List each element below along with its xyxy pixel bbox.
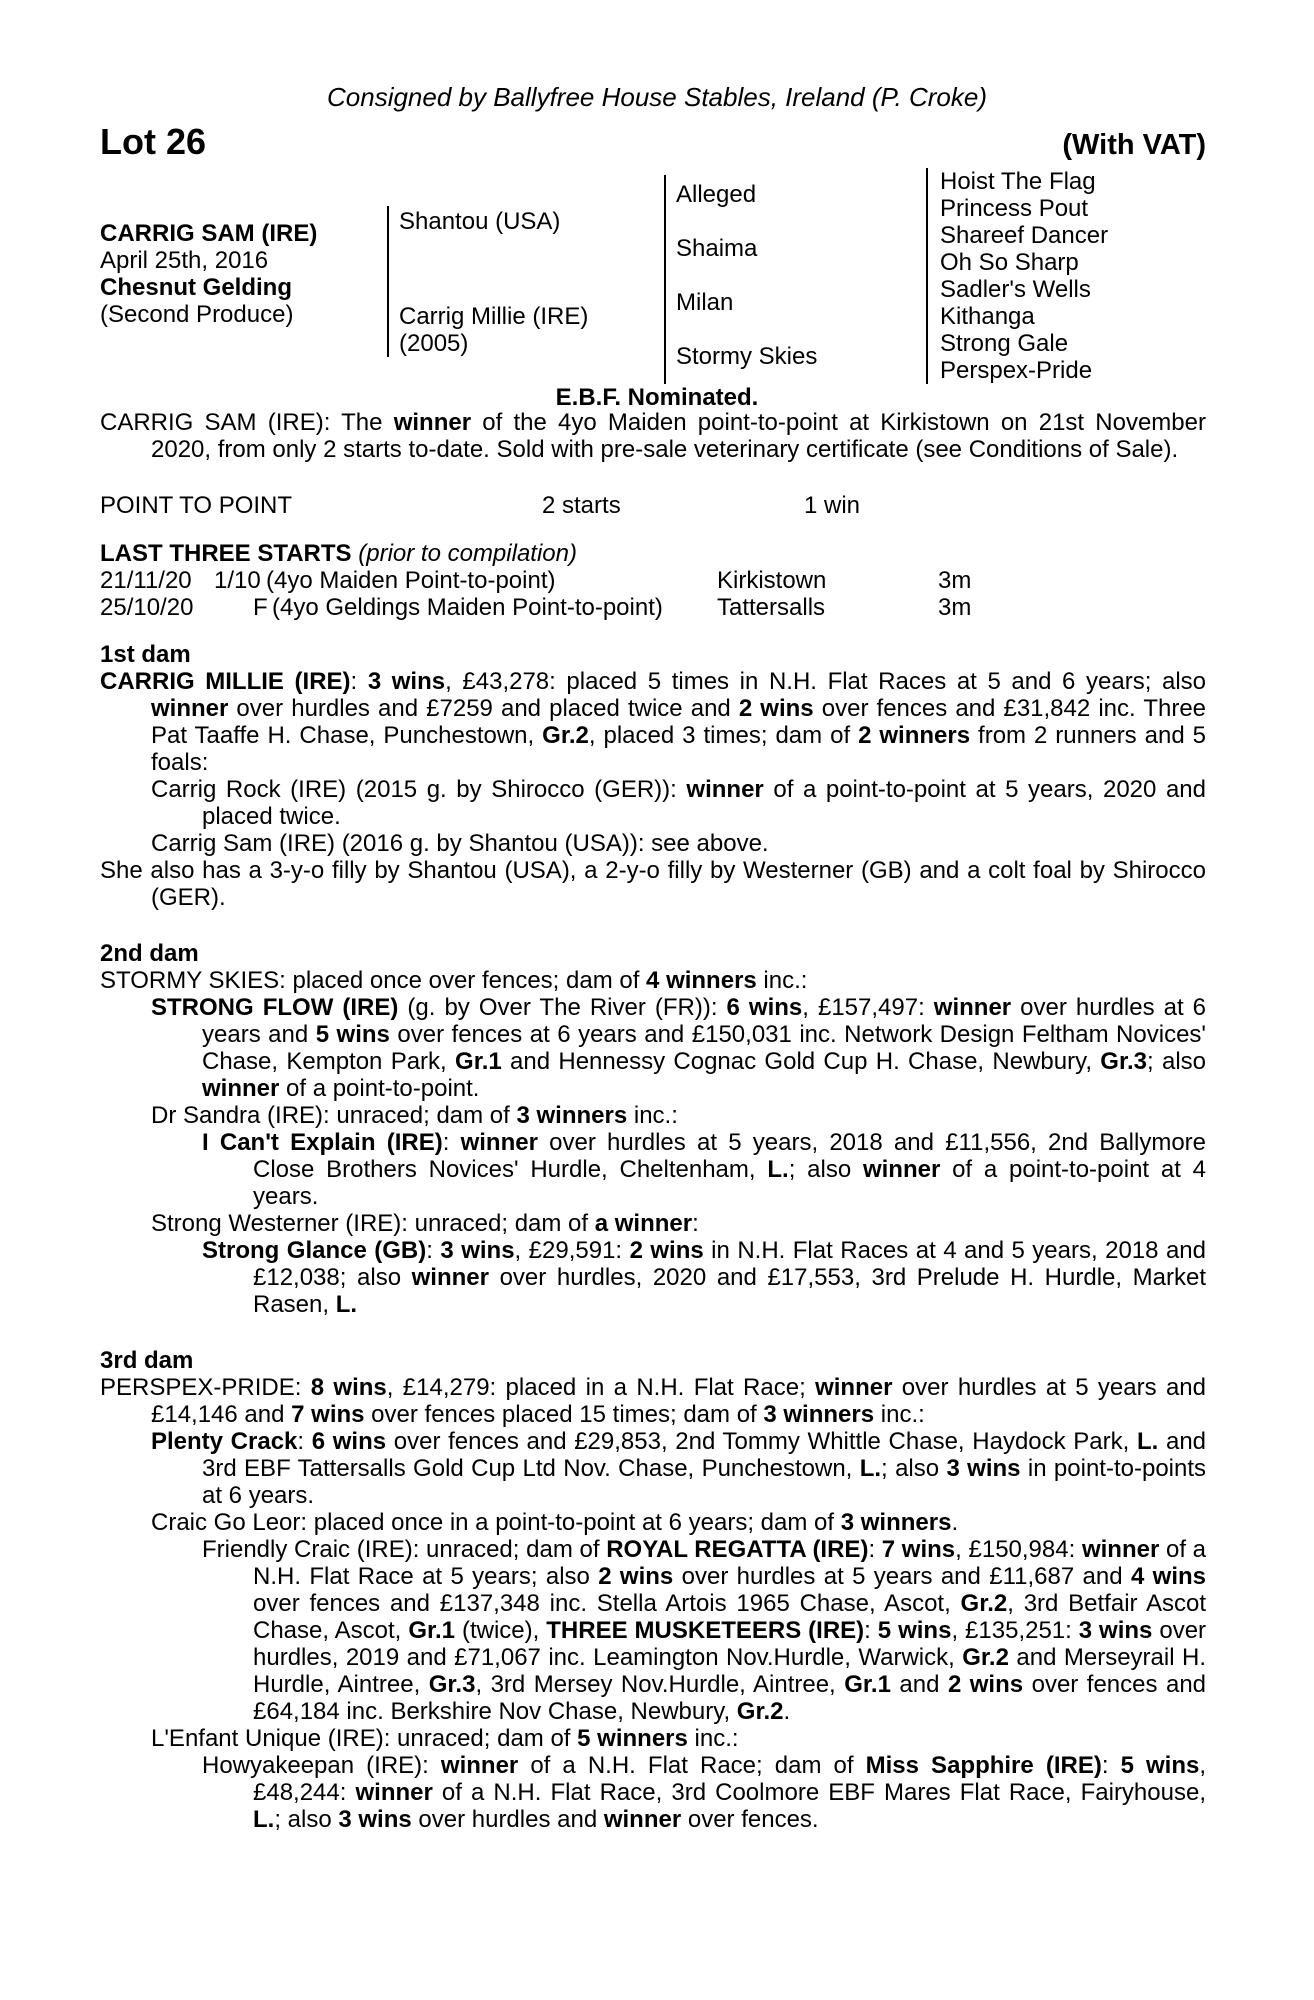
text-run: ; also <box>788 1156 863 1183</box>
record-starts: 2 starts <box>542 492 621 519</box>
text-run: over fences and £64,184 inc. Berkshire Nov Chase, Newbury, <box>253 1671 1207 1725</box>
bold-run: 2 winners <box>858 722 971 749</box>
bold-run: 3 wins <box>367 668 446 695</box>
text-run: over hurdles, 2020 and £17,553, 3rd Prelude H. Hurdle, Market Rasen, <box>253 1264 1206 1318</box>
bold-run: 5 winners <box>577 1725 688 1752</box>
text-run: , £43,278: placed 5 times in N.H. Flat Races at 5 and 6 years; also <box>445 668 1207 695</box>
text-run: , 3rd Betfair Ascot Chase, Ascot, <box>253 1590 1207 1644</box>
lot-number: Lot 26 <box>100 121 207 162</box>
bold-run: Gr.2 <box>960 1590 1008 1617</box>
bold-run: winner <box>686 776 764 803</box>
text-run: Strong Westerner (IRE): unraced; dam of <box>151 1210 595 1237</box>
text-run: CARRIG SAM (IRE): The <box>100 409 394 436</box>
text-run: : <box>1101 1752 1121 1779</box>
text-run: over hurdles at 5 years and £11,687 and <box>673 1563 1131 1590</box>
text-run: in N.H. Flat Races at 4 and 5 years, 2018 and £12,038; also <box>253 1237 1207 1291</box>
text-run: and <box>890 1671 948 1698</box>
dam-year: (2005) <box>399 330 469 357</box>
text-run: , 3rd Mersey Nov.Hurdle, Aintree, <box>475 1671 845 1698</box>
text-run: Craic Go Leor: placed once in a point-to-point at 6 years; dam of <box>151 1509 841 1536</box>
bold-run: Gr.2 <box>962 1644 1009 1671</box>
start-result: F <box>253 594 268 621</box>
text-run: : <box>297 1428 312 1455</box>
text-run: ; also <box>881 1455 947 1482</box>
text-run: : <box>350 668 368 695</box>
text-run: (twice), <box>455 1617 547 1644</box>
produce-entry <box>100 830 1206 857</box>
text-run: PERSPEX-PRIDE: <box>100 1374 311 1401</box>
text-run: ; also <box>274 1806 339 1833</box>
produce-entry <box>100 994 1206 1102</box>
produce-entry <box>100 1752 1206 1833</box>
produce-entry <box>100 1536 1206 1725</box>
bold-run: 3 winners <box>763 1401 875 1428</box>
bold-run: winner <box>151 695 229 722</box>
produce-entry <box>100 668 1206 776</box>
horse-sex: Chesnut Gelding <box>100 274 292 301</box>
bold-run: 7 wins <box>291 1401 365 1428</box>
bold-run: winner <box>460 1129 538 1156</box>
dam-sections <box>100 641 1206 1833</box>
text-run: . <box>951 1509 959 1536</box>
text-run: , £14,279: placed in a N.H. Flat Race; <box>386 1374 816 1401</box>
record-label: POINT TO POINT <box>100 492 293 519</box>
text-run: , £48,244: <box>253 1752 1206 1806</box>
start-date: 21/11/20 <box>100 567 192 594</box>
produce-note: (Second Produce) <box>100 301 294 328</box>
bold-run: Gr.1 <box>408 1617 456 1644</box>
produce-entry <box>100 967 1206 994</box>
start-result: 1/10 <box>214 567 261 594</box>
bold-run: 5 wins <box>315 1021 390 1048</box>
ancestor: Strong Gale <box>940 330 1069 357</box>
produce-entry <box>100 1428 1206 1509</box>
granddam: Stormy Skies <box>676 343 818 370</box>
text-run: Carrig Sam (IRE) (2016 g. by Shantou (USA)): see above. <box>151 830 769 857</box>
text-run: of the 4yo Maiden point-to-point at Kirkistown on 21st November 2020, from only 2 starts to-date. Sold with pre-sale veterinary certificate (see Conditions of Sale). <box>151 409 1206 463</box>
text-run: over fences and £31,842 inc. Three Pat Taaffe H. Chase, Punchestown, <box>151 695 1207 749</box>
bold-run: CARRIG MILLIE (IRE) <box>100 668 351 695</box>
narrative <box>100 409 1206 463</box>
ancestor: Princess Pout <box>940 195 1089 222</box>
bold-run: winner <box>1081 1536 1160 1563</box>
text-run: She also has a 3-y-o filly by Shantou (USA), a 2-y-o filly by Westerner (GB) and a colt foal by Shirocco (GER). <box>100 857 1206 911</box>
produce-entry <box>100 1210 1206 1237</box>
text-run: from 2 runners and 5 foals: <box>151 722 1206 776</box>
text-run: and 3rd EBF Tattersalls Gold Cup Ltd Nov. Chase, Punchestown, <box>202 1428 1207 1482</box>
bold-run: Gr.1 <box>455 1048 502 1075</box>
text-run: . <box>783 1698 791 1725</box>
catalogue-body <box>100 409 1206 1833</box>
bold-run: winner <box>393 409 472 436</box>
grandsire: Alleged <box>676 181 757 208</box>
bold-run: ROYAL REGATTA (IRE) <box>606 1536 869 1563</box>
bold-run: 2 wins <box>598 1563 674 1590</box>
bold-run: L. <box>859 1455 882 1482</box>
bold-run: 7 wins <box>881 1536 956 1563</box>
bold-run: 3 wins <box>946 1455 1021 1482</box>
bold-run: 4 wins <box>1130 1563 1206 1590</box>
dam: Carrig Millie (IRE) <box>399 303 589 330</box>
text-run: over hurdles at 5 years, 2018 and £11,556, 2nd Ballymore Close Brothers Novices' Hurdle, Cheltenham, <box>253 1129 1207 1183</box>
text-run: of a N.H. Flat Race; dam of <box>518 1752 866 1779</box>
text-run: over fences placed 15 times; dam of <box>364 1401 764 1428</box>
grandsire: Milan <box>676 289 734 316</box>
text-run: Dr Sandra (IRE): unraced; dam of <box>151 1102 517 1129</box>
text-run: Carrig Rock (IRE) (2015 g. by Shirocco (GER)): <box>151 776 687 803</box>
dam-heading: 2nd dam <box>100 940 199 967</box>
dam-section <box>100 1347 1206 1833</box>
bold-run: winner <box>202 1075 280 1102</box>
start-distance: 3m <box>938 567 972 594</box>
text-run: inc.: <box>874 1401 925 1428</box>
bold-run: I Can't Explain (IRE) <box>202 1129 443 1156</box>
bold-run: L. <box>1136 1428 1159 1455</box>
granddam: Shaima <box>676 235 758 262</box>
text-run: of a N.H. Flat Race at 5 years; also <box>253 1536 1207 1590</box>
start-race: (4yo Maiden Point-to-point) <box>266 567 556 594</box>
bold-run: 5 wins <box>877 1617 952 1644</box>
dam-heading: 1st dam <box>100 641 191 668</box>
dam-section <box>100 641 1206 911</box>
start-venue: Tattersalls <box>717 594 826 621</box>
text-run: over hurdles, 2019 and £71,067 inc. Leamington Nov.Hurdle, Warwick, <box>253 1617 1207 1671</box>
ebf-nominated: E.B.F. Nominated. <box>555 384 759 411</box>
dam-section <box>100 940 1206 1318</box>
bold-run: winner <box>933 994 1012 1021</box>
bold-run: Strong Glance (GB) <box>202 1237 427 1264</box>
bold-run: Gr.3 <box>428 1671 476 1698</box>
last-starts-note: (prior to compilation) <box>358 540 577 567</box>
text-run: over hurdles and £7259 and placed twice and <box>228 695 739 722</box>
bold-run: 6 wins <box>311 1428 387 1455</box>
text-run: , £135,251: <box>951 1617 1079 1644</box>
pedigree-divider <box>926 168 928 384</box>
text-run: over hurdles at 6 years and <box>202 994 1207 1048</box>
text-run: (g. by Over The River (FR)): <box>398 994 727 1021</box>
bold-run: Gr.2 <box>542 722 589 749</box>
bold-run: STRONG FLOW (IRE) <box>151 994 399 1021</box>
ancestor: Shareef Dancer <box>940 222 1109 249</box>
bold-run: Gr.2 <box>736 1698 784 1725</box>
horse-name: CARRIG SAM (IRE) <box>100 220 318 247</box>
bold-run: winner <box>603 1806 682 1833</box>
ancestor: Hoist The Flag <box>940 168 1096 195</box>
sire: Shantou (USA) <box>399 208 561 235</box>
bold-run: 6 wins <box>726 994 803 1021</box>
bold-run: winner <box>862 1156 941 1183</box>
produce-entry <box>100 1129 1206 1210</box>
text-run: : <box>692 1210 699 1237</box>
text-run: Howyakeepan (IRE): <box>202 1752 441 1779</box>
text-run: inc.: <box>627 1102 678 1129</box>
text-run: , £157,497: <box>802 994 934 1021</box>
text-run: over fences and £29,853, 2nd Tommy Whittle Chase, Haydock Park, <box>386 1428 1137 1455</box>
bold-run: 8 wins <box>310 1374 387 1401</box>
text-run: Friendly Craic (IRE): unraced; dam of <box>202 1536 607 1563</box>
bold-run: 2 wins <box>738 695 814 722</box>
produce-entry <box>100 776 1206 830</box>
text-run: L'Enfant Unique (IRE): unraced; dam of <box>151 1725 578 1752</box>
text-run: ; also <box>1147 1048 1206 1075</box>
bold-run: 3 wins <box>440 1237 515 1264</box>
start-distance: 3m <box>938 594 972 621</box>
last-starts-heading <box>100 540 1206 567</box>
text-run: over fences at 6 years and £150,031 inc. Network Design Feltham Novices' Chase, Kempton Park, <box>202 1021 1206 1075</box>
produce-entry <box>100 1237 1206 1318</box>
text-run: and Hennessy Cognac Gold Cup H. Chase, Newbury, <box>501 1048 1101 1075</box>
text-run: of a N.H. Flat Race, 3rd Coolmore EBF Mares Flat Race, Fairyhouse, <box>432 1779 1206 1806</box>
bold-run: 3 winners <box>516 1102 628 1129</box>
ancestor: Sadler's Wells <box>940 276 1091 303</box>
bold-run: 3 wins <box>1078 1617 1153 1644</box>
ancestor: Oh So Sharp <box>940 249 1079 276</box>
bold-run: L. <box>253 1806 275 1833</box>
start-race: (4yo Geldings Maiden Point-to-point) <box>272 594 663 621</box>
text-run: of a point-to-point at 5 years, 2020 and placed twice. <box>202 776 1206 830</box>
text-run: inc.: <box>756 967 808 994</box>
produce-entry <box>100 857 1206 911</box>
start-row <box>100 567 1206 594</box>
consignor-line: Consigned by Ballyfree House Stables, Ireland (P. Croke) <box>327 82 987 112</box>
bold-run: 2 wins <box>947 1671 1024 1698</box>
pedigree-divider <box>387 206 389 357</box>
race-record <box>100 492 1206 519</box>
text-run: over fences. <box>681 1806 819 1833</box>
text-run: over fences and £137,348 inc. Stella Artois 1965 Chase, Ascot, <box>253 1590 961 1617</box>
text-run: : <box>868 1536 882 1563</box>
foaling-date: April 25th, 2016 <box>100 247 269 274</box>
bold-run: Plenty Crack <box>151 1428 298 1455</box>
great-grandparents <box>940 168 1108 384</box>
bold-run: Miss Sapphire (IRE) <box>865 1752 1102 1779</box>
bold-run: Gr.1 <box>844 1671 891 1698</box>
bold-run: winner <box>440 1752 519 1779</box>
text-run: , £150,984: <box>955 1536 1082 1563</box>
text-run: of a point-to-point. <box>279 1075 480 1102</box>
produce-entry <box>100 1509 1206 1536</box>
text-run: : <box>864 1617 878 1644</box>
text-run: , placed 3 times; dam of <box>588 722 859 749</box>
text-run: and Merseyrail H. Hurdle, Aintree, <box>253 1644 1207 1698</box>
bold-run: winner <box>355 1779 433 1806</box>
bold-run: 5 wins <box>1120 1752 1200 1779</box>
text-run: , £29,591: <box>514 1237 630 1264</box>
pedigree-divider <box>664 175 666 384</box>
text-run: inc.: <box>687 1725 739 1752</box>
text-run: STORMY SKIES: placed once over fences; dam of <box>100 967 647 994</box>
produce-entry <box>100 1374 1206 1428</box>
bold-run: L. <box>767 1156 789 1183</box>
start-venue: Kirkistown <box>717 567 827 594</box>
produce-entry <box>100 1725 1206 1752</box>
bold-run: Gr.3 <box>1100 1048 1147 1075</box>
text-run: over hurdles at 5 years and £14,146 and <box>151 1374 1207 1428</box>
text-run: of a point-to-point at 4 years. <box>253 1156 1207 1210</box>
text-run: in point-to-points at 6 years. <box>202 1455 1207 1509</box>
bold-run: winner <box>411 1264 489 1291</box>
vat-label: (With VAT) <box>1062 129 1206 161</box>
bold-run: 2 wins <box>629 1237 704 1264</box>
text-run: : <box>442 1129 461 1156</box>
bold-run: winner <box>815 1374 893 1401</box>
bold-run: L. <box>335 1291 358 1318</box>
text-run: over hurdles and <box>411 1806 604 1833</box>
produce-entry <box>100 1102 1206 1129</box>
bold-run: THREE MUSKETEERS (IRE) <box>546 1617 865 1644</box>
dam-heading: 3rd dam <box>100 1347 194 1374</box>
bold-run: a winner <box>594 1210 693 1237</box>
ancestor: Kithanga <box>940 303 1035 330</box>
bold-run: 3 winners <box>840 1509 952 1536</box>
text-run: : <box>426 1237 441 1264</box>
bold-run: 4 winners <box>646 967 757 994</box>
bold-run: 3 wins <box>338 1806 412 1833</box>
record-wins: 1 win <box>804 492 861 519</box>
ancestor: Perspex-Pride <box>940 357 1093 384</box>
last-starts-title: LAST THREE STARTS <box>100 540 352 567</box>
start-row <box>100 594 1206 621</box>
start-date: 25/10/20 <box>100 594 194 621</box>
